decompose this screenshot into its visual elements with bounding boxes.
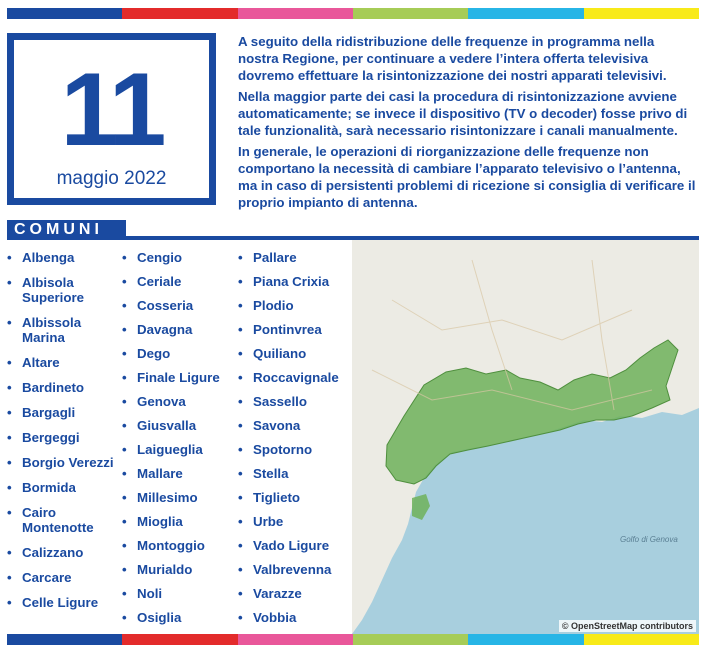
comune-list-item: • Bargagli bbox=[7, 405, 119, 420]
comune-list-item: • Savona bbox=[238, 418, 352, 433]
stripe-segment bbox=[7, 634, 122, 645]
comune-list-item: • Piana Crixia bbox=[238, 274, 352, 289]
intro-text bbox=[238, 33, 698, 215]
stripe-segment bbox=[238, 634, 353, 645]
stripe-segment bbox=[468, 8, 583, 19]
comune-list-item: • Millesimo bbox=[122, 490, 237, 505]
comune-list-item: • Albissola Marina bbox=[7, 315, 119, 345]
comuni-list-column bbox=[238, 250, 352, 634]
comune-list-item: • Laigueglia bbox=[122, 442, 237, 457]
comune-list-item: • Montoggio bbox=[122, 538, 237, 553]
comune-list-item: • Stella bbox=[238, 466, 352, 481]
comune-list-item: • Noli bbox=[122, 586, 237, 601]
stripe-segment bbox=[7, 8, 122, 19]
comune-list-item: • Dego bbox=[122, 346, 237, 361]
comune-list-item: • Davagna bbox=[122, 322, 237, 337]
stripe-segment bbox=[353, 634, 468, 645]
comune-list-item: • Vobbia bbox=[238, 610, 352, 625]
comune-list-item: • Mallare bbox=[122, 466, 237, 481]
map-credit[interactable]: © OpenStreetMap contributors bbox=[559, 620, 696, 632]
comune-list-item: • Altare bbox=[7, 355, 119, 370]
stripe-segment bbox=[353, 8, 468, 19]
comune-list-item: • Vado Ligure bbox=[238, 538, 352, 553]
comune-list-item: • Bergeggi bbox=[7, 430, 119, 445]
comuni-heading: COMUNI bbox=[7, 220, 126, 240]
stripe-segment bbox=[584, 8, 699, 19]
comune-list-item: • Plodio bbox=[238, 298, 352, 313]
coverage-map[interactable] bbox=[352, 240, 699, 634]
comune-list-item: • Bardineto bbox=[7, 380, 119, 395]
comune-list-item: • Murialdo bbox=[122, 562, 237, 577]
comune-list-item: • Tiglieto bbox=[238, 490, 352, 505]
comune-list-item: • Borgio Verezzi bbox=[7, 455, 119, 470]
comune-list-item: • Bormida bbox=[7, 480, 119, 495]
comune-list-item: • Carcare bbox=[7, 570, 119, 585]
comune-list-item: • Albenga bbox=[7, 250, 119, 265]
comune-list-item: • Cengio bbox=[122, 250, 237, 265]
comune-list-item: • Osiglia bbox=[122, 610, 237, 625]
comune-list-item: • Valbrevenna bbox=[238, 562, 352, 577]
comune-list-item: • Cosseria bbox=[122, 298, 237, 313]
comune-list-item: • Ceriale bbox=[122, 274, 237, 289]
stripe-segment bbox=[468, 634, 583, 645]
comune-list-item: • Pallare bbox=[238, 250, 352, 265]
comune-list-item: • Roccavignale bbox=[238, 370, 352, 385]
sea-label: Golfo di Genova bbox=[620, 535, 678, 544]
stripe-segment bbox=[238, 8, 353, 19]
comuni-list-column bbox=[122, 250, 237, 634]
comune-list-item: • Calizzano bbox=[7, 545, 119, 560]
comune-list-item: • Cairo Montenotte bbox=[7, 505, 119, 535]
comuni-list-column bbox=[7, 250, 119, 620]
intro-paragraph: A seguito della ridistribuzione delle frequenze in programma nella nostra Regione, per continuare a vedere l’intera offerta televisiva dovremo effettuare la risintonizzazione dei nostri apparati televisivi. bbox=[238, 34, 667, 83]
comune-list-item: • Spotorno bbox=[238, 442, 352, 457]
bottom-color-stripe bbox=[7, 634, 699, 645]
stripe-segment bbox=[122, 8, 237, 19]
date-day: 11 bbox=[60, 52, 163, 168]
date-month: maggio 2022 bbox=[56, 168, 167, 189]
intro-paragraph: Nella maggior parte dei casi la procedura di risintonizzazione avviene automaticamente; se invece il dispositivo (TV o decoder) fosse privo di tale funzionalità, sarà necessario risintonizzare i canali manualmente. bbox=[238, 89, 688, 138]
map-graphic bbox=[352, 240, 699, 634]
comune-list-item: • Sassello bbox=[238, 394, 352, 409]
top-color-stripe bbox=[7, 8, 699, 19]
comune-list-item: • Celle Ligure bbox=[7, 595, 119, 610]
comune-list-item: • Urbe bbox=[238, 514, 352, 529]
intro-paragraph: In generale, le operazioni di riorganizzazione delle frequenze non comportano la necessità di cambiare l’apparato televisivo o l’antenna, ma in caso di persistenti problemi di ricezione si consiglia di verificare il proprio impianto di antenna. bbox=[238, 144, 696, 210]
comune-list-item: • Genova bbox=[122, 394, 237, 409]
comune-list-item: • Varazze bbox=[238, 586, 352, 601]
stripe-segment bbox=[584, 634, 699, 645]
date-box bbox=[7, 33, 216, 205]
comune-list-item: • Finale Ligure bbox=[122, 370, 237, 385]
comune-list-item: • Giusvalla bbox=[122, 418, 237, 433]
comune-list-item: • Pontinvrea bbox=[238, 322, 352, 337]
comune-list-item: • Albisola Superiore bbox=[7, 275, 119, 305]
comune-list-item: • Mioglia bbox=[122, 514, 237, 529]
comune-list-item: • Quiliano bbox=[238, 346, 352, 361]
stripe-segment bbox=[122, 634, 237, 645]
